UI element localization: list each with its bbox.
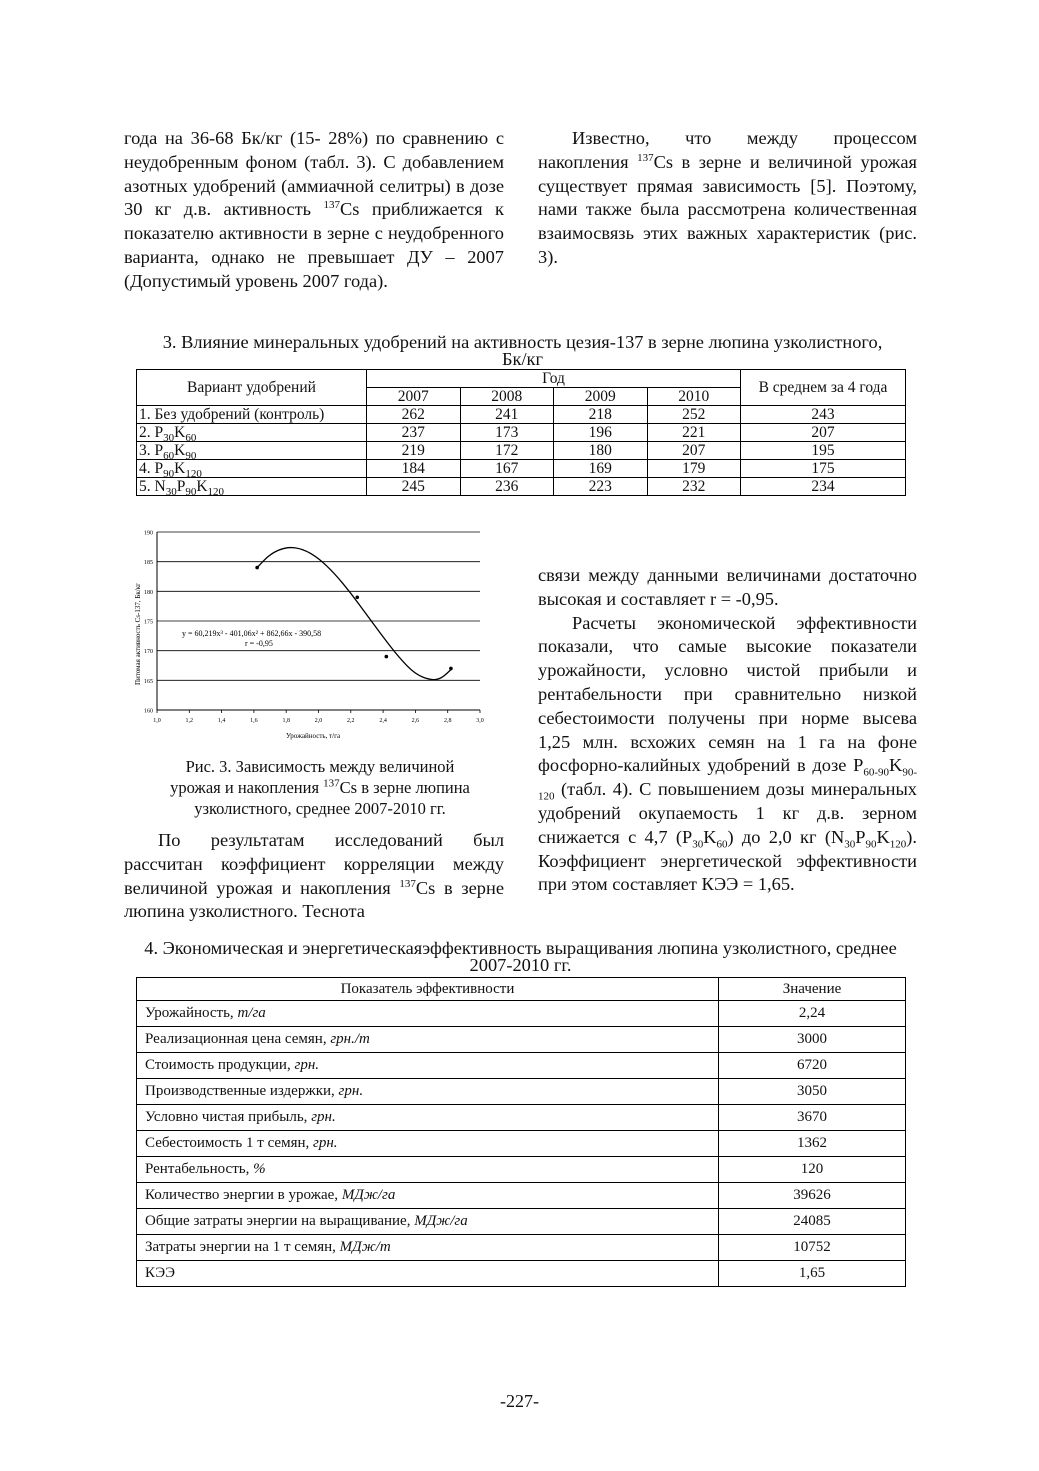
page-number: -227-: [500, 1391, 539, 1411]
cell: 1,65: [719, 1261, 906, 1287]
paragraph: года на 36-68 Бк/кг (15- 28%) по сравнению с неудобренным фоном (табл. 3). С добавлением азотных удобрений (аммиачной селитры) в дозе 30 кг д.в. активность $^{137}$Cs приближается к показателю активности в зерне с неудобренного варианта, однако не превышает ДУ – 2007 (Допустимый уровень 2007 года).: [124, 128, 504, 291]
cell: 232: [647, 478, 741, 496]
cell: 180: [554, 442, 648, 460]
cell: 184: [367, 460, 461, 478]
cell: 179: [647, 460, 741, 478]
cell: 196: [554, 424, 648, 442]
cell: 10752: [719, 1235, 906, 1261]
cell: 172: [460, 442, 554, 460]
table-row: [137, 1053, 906, 1079]
cell: 262: [367, 406, 461, 424]
row-label: Реализационная цена семян, грн./т: [137, 1027, 719, 1053]
table4: [136, 977, 906, 1287]
data-point: [449, 667, 453, 671]
x-tick-label: 2,6: [411, 718, 420, 724]
header-variant: Вариант удобрений: [137, 370, 367, 406]
r-label: r = -0,95: [245, 639, 273, 648]
x-tick-label: 1,6: [250, 718, 258, 724]
left-column-bottom: [124, 829, 504, 924]
table-row: [137, 1235, 906, 1261]
data-point: [355, 595, 359, 599]
row-label: Себестоимость 1 т семян, грн.: [137, 1131, 719, 1157]
table-row: [137, 1261, 906, 1287]
cell: 252: [647, 406, 741, 424]
header-indicator: Показатель эффективности: [137, 978, 719, 1001]
table-row: [137, 1183, 906, 1209]
cell: 120: [719, 1157, 906, 1183]
x-tick-label: 1,0: [153, 718, 161, 724]
year-cell: 2009: [554, 388, 648, 406]
cell: 195: [741, 442, 906, 460]
header-value: Значение: [719, 978, 906, 1001]
paragraph: связи между данными величинами достаточно высокая и составляет r = -0,95.: [538, 565, 917, 609]
year-cell: 2008: [460, 388, 554, 406]
x-tick-label: 1,8: [282, 718, 290, 724]
cell: 237: [367, 424, 461, 442]
left-column-top: [124, 127, 504, 294]
x-tick-label: 1,4: [217, 718, 226, 724]
x-tick-label: 2,8: [443, 718, 452, 724]
y-tick-label: 160: [144, 708, 153, 715]
x-tick-label: 2,4: [379, 718, 387, 724]
row-label: 3. $P_{60}K_{90}$: [137, 442, 367, 460]
cell: 236: [460, 478, 554, 496]
header-year: Год: [367, 370, 741, 388]
x-tick-label: 3,0: [476, 718, 484, 724]
table-row: [137, 424, 906, 442]
table-row: [137, 460, 906, 478]
data-points: [255, 566, 452, 670]
equation-label: y = 60,219x³ - 401,06x² + 862,66x - 390,58: [182, 629, 322, 638]
cell: 3050: [719, 1079, 906, 1105]
cell: 175: [741, 460, 906, 478]
table-row: [137, 1027, 906, 1053]
cell: 2,24: [719, 1001, 906, 1027]
caption-line: Рис. 3. Зависимость между величиной: [185, 757, 455, 776]
right-column-top: [538, 127, 917, 270]
x-axis-label: Урожайность, т/га: [285, 732, 341, 740]
row-label: Условно чистая прибыль, грн.: [137, 1105, 719, 1131]
caption-line: узколистного, среднее 2007-2010 гг.: [194, 799, 446, 818]
data-point: [385, 655, 389, 659]
table3: [136, 369, 906, 499]
x-tick-label: 1,2: [185, 718, 194, 724]
table3-caption: 3. Влияние минеральных удобрений на активность цезия-137 в зерне люпина узколистного, Бк/кг: [162, 332, 883, 369]
y-tick-label: 170: [144, 649, 153, 656]
cell: 173: [460, 424, 554, 442]
row-label: Затраты энергии на 1 т семян, МДж/т: [137, 1235, 719, 1261]
right-column-bottom: [538, 564, 917, 897]
y-tick-label: 190: [144, 530, 153, 537]
cell: 243: [741, 406, 906, 424]
cell: 39626: [719, 1183, 906, 1209]
row-label: 2. $P_{30}K_{60}$: [137, 424, 367, 442]
row-label: Стоимость продукции, грн.: [137, 1053, 719, 1079]
table-row: [137, 442, 906, 460]
y-tick-label: 185: [144, 560, 153, 567]
cell: 245: [367, 478, 461, 496]
cell: 6720: [719, 1053, 906, 1079]
x-tick-label: 2,2: [347, 718, 355, 724]
row-label: Количество энергии в урожае, МДж/га: [137, 1183, 719, 1209]
year-cell: 2010: [647, 388, 741, 406]
cell: 24085: [719, 1209, 906, 1235]
figure3-caption: [125, 756, 515, 819]
row-label: Рентабельность, %: [137, 1157, 719, 1183]
cell: 219: [367, 442, 461, 460]
y-tick-label: 180: [144, 589, 153, 596]
cell: 169: [554, 460, 648, 478]
cell: 207: [741, 424, 906, 442]
caption-line: урожая и накопления $^{137}$Cs в зерне люпина: [170, 777, 470, 797]
figure3-chart: [127, 524, 507, 749]
cell: 167: [460, 460, 554, 478]
row-label: Общие затраты энергии на выращивание, МДж/га: [137, 1209, 719, 1235]
cell: 241: [460, 406, 554, 424]
row-label: 4. $P_{90}K_{120}$: [137, 460, 367, 478]
cell: 1362: [719, 1131, 906, 1157]
paragraph: Расчеты экономической эффективности показали, что самые высокие показатели урожайности, условно чистой прибыли и рентабельности при сравнительно низкой себестоимости получены при норме высева 1,25 млн. всхожих семян на 1 га на фоне фосфорно-калийных удобрений в дозе $P_{60-90}K_{90-120}$ (табл. 4). С повышением дозы минеральных удобрений окупаемость 1 кг д.в. зерном снижается с 4,7 $(P_{30}K_{60})$ до 2,0 кг $(N_{30}P_{90}K_{120})$. Коэффициент энергетической эффективности при этом составляет КЭЭ = 1,65.: [538, 612, 917, 895]
data-point: [255, 566, 259, 570]
table-row: [137, 1157, 906, 1183]
table-row: [137, 1131, 906, 1157]
table-row: [137, 478, 906, 496]
cell: 221: [647, 424, 741, 442]
row-label: Производственные издержки, грн.: [137, 1079, 719, 1105]
paragraph: По результатам исследований был рассчитан коэффициент корреляции между величиной урожая и накопления $^{137}$Cs в зерне люпина узколистного. Теснота: [124, 830, 504, 922]
table-row: [137, 1105, 906, 1131]
year-cell: 2007: [367, 388, 461, 406]
row-label: Урожайность, т/га: [137, 1001, 719, 1027]
cell: 234: [741, 478, 906, 496]
chart-ticks: [144, 531, 484, 725]
table-row: [137, 1001, 906, 1027]
x-tick-label: 2,0: [314, 718, 323, 724]
y-tick-label: 175: [144, 619, 153, 626]
table4-caption: 4. Экономическая и энергетическаяэффективность выращивания люпина узколистного, среднее 2007-2010 гг.: [144, 938, 897, 975]
table-row: [137, 406, 906, 424]
paragraph: Известно, что между процессом накопления $^{137}$Cs в зерне и величиной урожая существует прямая зависимость [5]. Поэтому, нами также была рассмотрена количественная взаимосвязь этих важных характеристик (рис. 3).: [538, 128, 917, 267]
y-tick-label: 165: [144, 678, 153, 685]
header-average: В среднем за 4 года: [741, 370, 906, 406]
y-axis-label: Питомая активность Cs-137, Бк/кг: [134, 582, 142, 686]
row-label: КЭЭ: [137, 1261, 719, 1287]
cell: 3000: [719, 1027, 906, 1053]
cell: 223: [554, 478, 648, 496]
cell: 207: [647, 442, 741, 460]
cell: 218: [554, 406, 648, 424]
row-label: 1. Без удобрений (контроль): [137, 406, 367, 424]
cell: 3670: [719, 1105, 906, 1131]
table-row: [137, 1079, 906, 1105]
trend-curve: [257, 548, 451, 680]
row-label: 5. $N_{30}P_{90}K_{120}$: [137, 478, 367, 496]
table-row: [137, 1209, 906, 1235]
